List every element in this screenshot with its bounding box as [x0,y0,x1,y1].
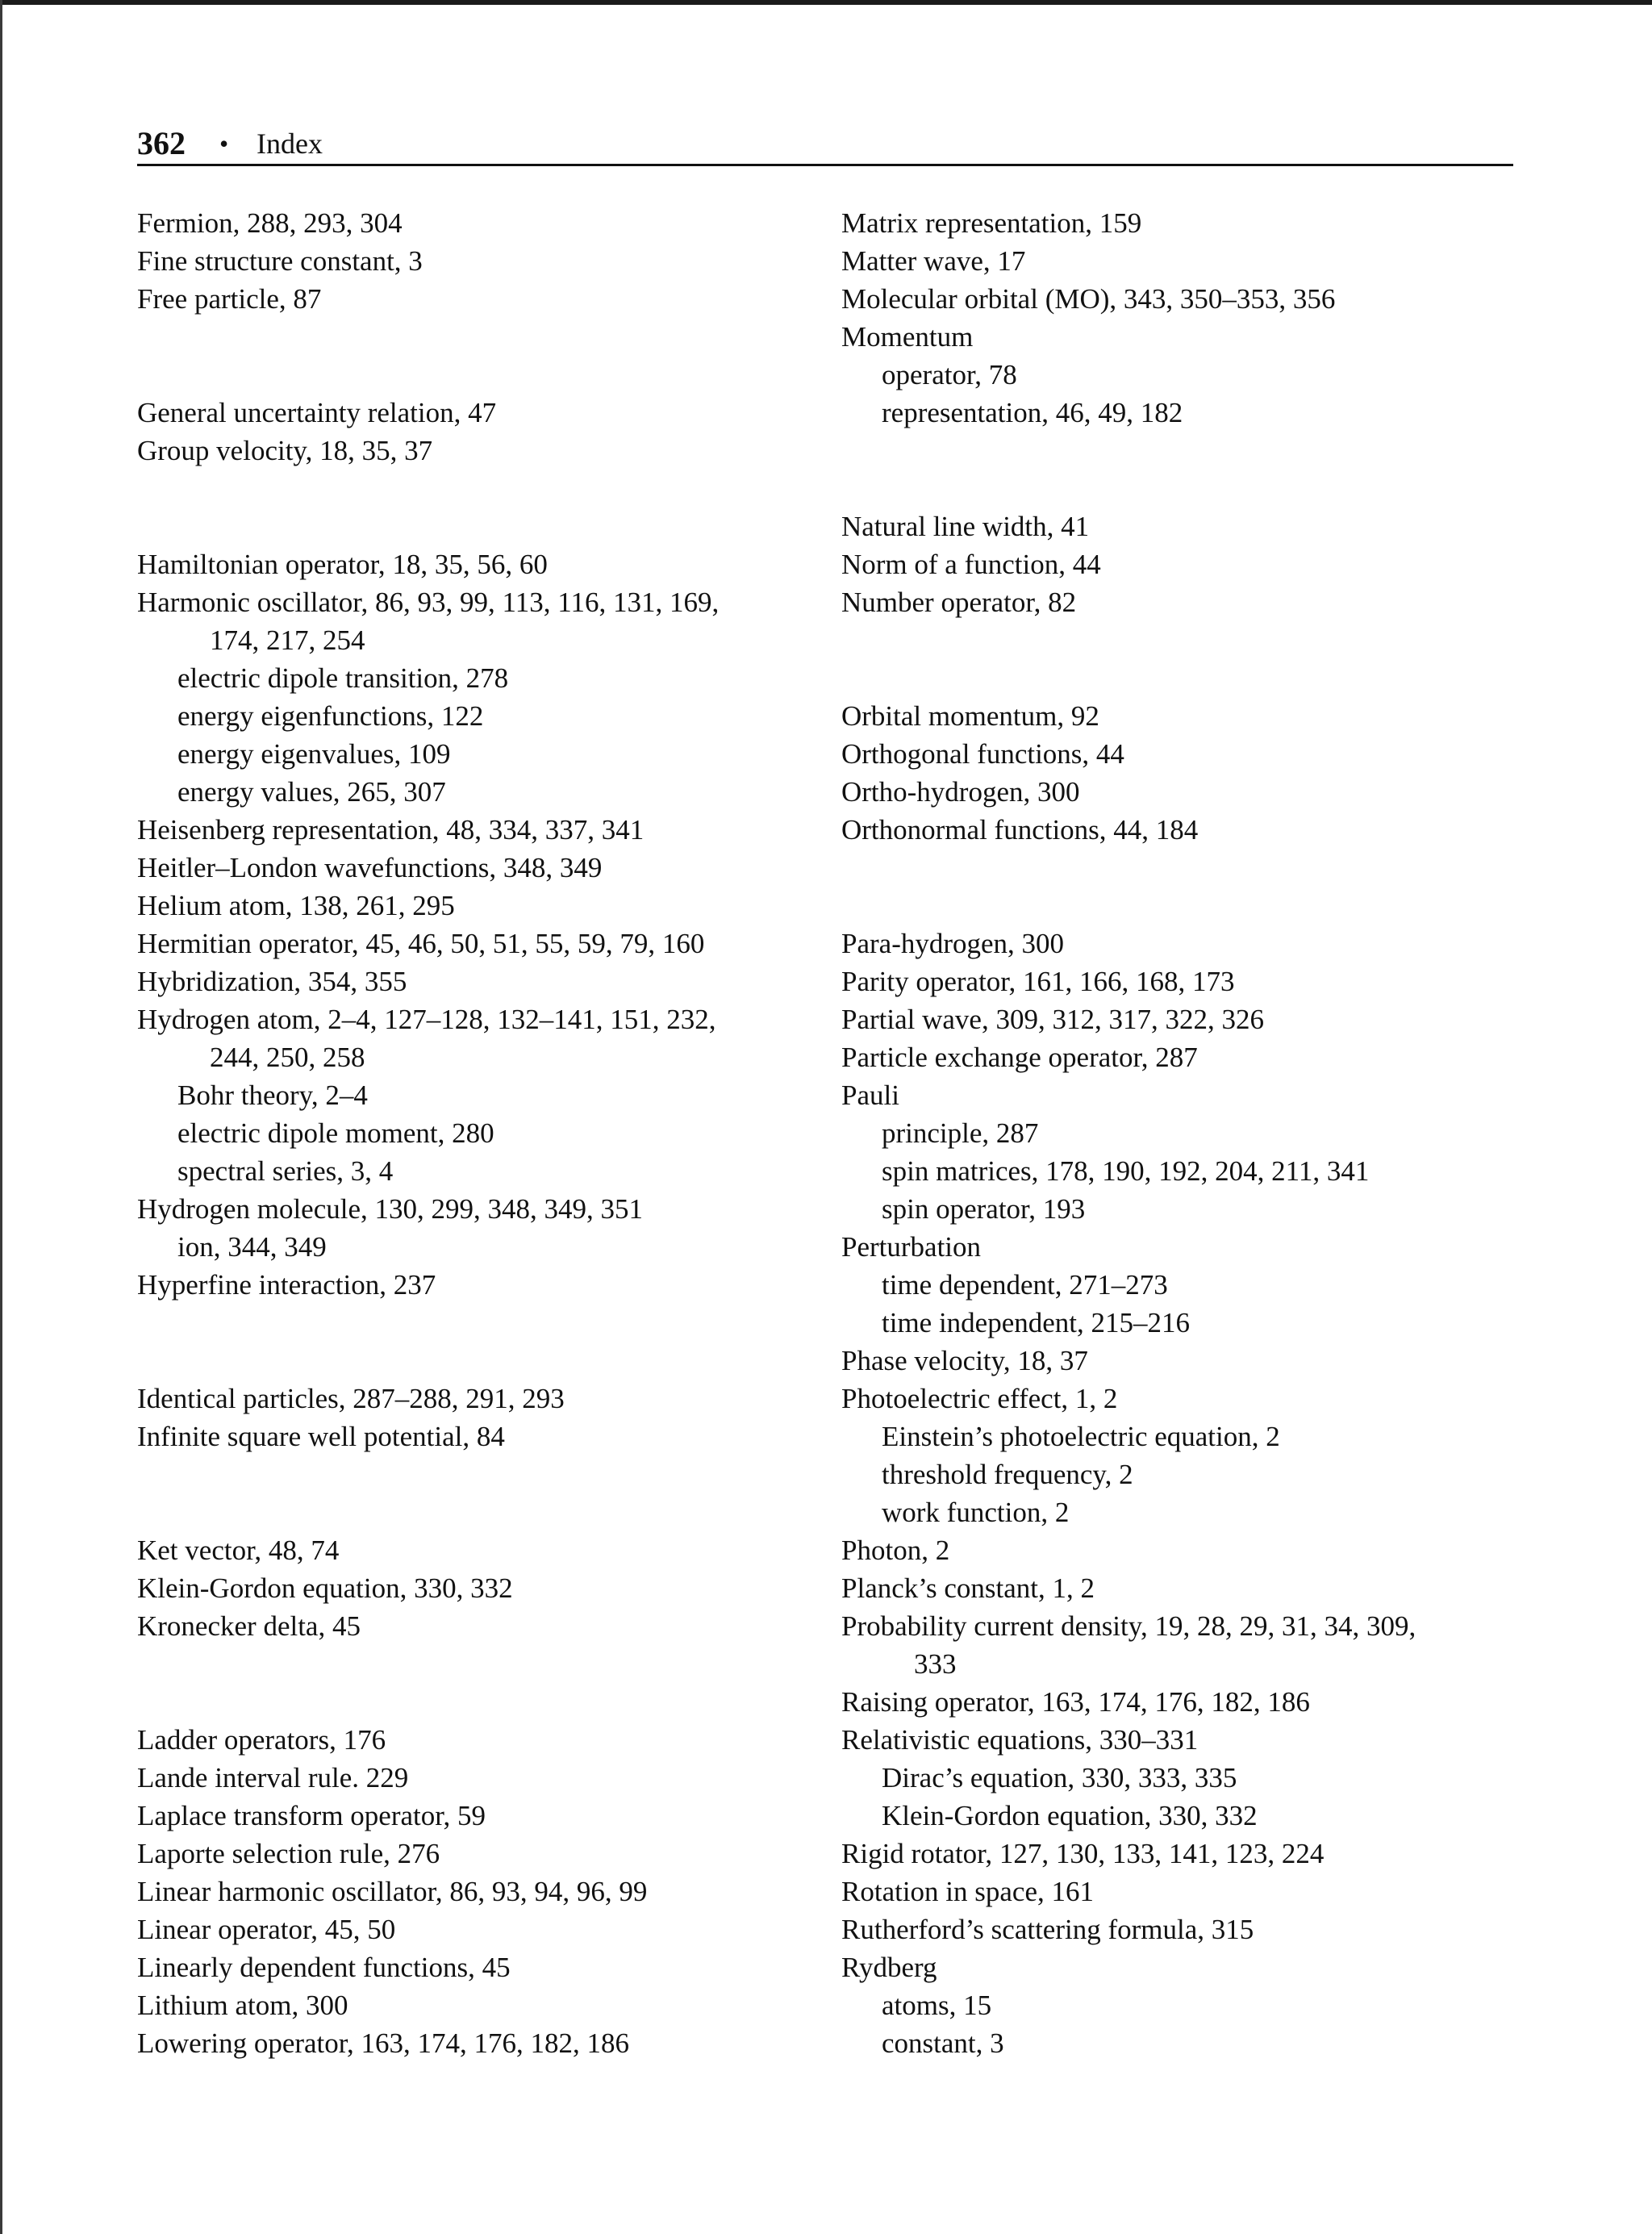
index-entry: Norm of a function, 44 [841,549,1101,580]
index-entry-continuation: 333 [914,1648,957,1680]
index-entry: Rutherford’s scattering formula, 315 [841,1914,1254,1945]
index-entry: Planck’s constant, 1, 2 [841,1572,1095,1604]
index-entry: Partial wave, 309, 312, 317, 322, 326 [841,1004,1264,1035]
index-entry: Molecular orbital (MO), 343, 350–353, 356 [841,283,1336,315]
index-entry: Heitler–London wavefunctions, 348, 349 [137,852,603,883]
index-entry-continuation: 174, 217, 254 [210,624,365,656]
index-entry: Hydrogen molecule, 130, 299, 348, 349, 351 [137,1193,643,1225]
page-number: 362 [137,125,186,161]
index-entry: Ortho-hydrogen, 300 [841,776,1080,808]
index-entry: Group velocity, 18, 35, 37 [137,435,433,466]
index-entry: Momentum [841,321,974,353]
index-entry: Infinite square well potential, 84 [137,1421,505,1452]
index-entry: Parity operator, 161, 166, 168, 173 [841,966,1235,997]
index-entry: Kronecker delta, 45 [137,1610,361,1642]
scan-edge-top [0,0,1652,5]
index-entry: Laplace transform operator, 59 [137,1800,486,1831]
index-entry: Particle exchange operator, 287 [841,1042,1198,1073]
index-entry: Phase velocity, 18, 37 [841,1345,1088,1376]
index-subentry: spin matrices, 178, 190, 192, 204, 211, 341 [882,1155,1370,1187]
index-entry: Helium atom, 138, 261, 295 [137,890,455,921]
index-entry: Linearly dependent functions, 45 [137,1952,511,1983]
index-subentry: time dependent, 271–273 [882,1269,1168,1301]
index-subentry: Dirac’s equation, 330, 333, 335 [882,1762,1237,1793]
index-entry: Raising operator, 163, 174, 176, 182, 186 [841,1686,1310,1718]
index-entry: Number operator, 82 [841,587,1077,618]
index-subentry: atoms, 15 [882,1990,992,2021]
index-entry: Lande interval rule. 229 [137,1762,409,1793]
index-column-right [841,204,1519,2062]
index-entry: Photon, 2 [841,1535,950,1566]
index-entry: Matrix representation, 159 [841,207,1142,239]
index-entry-continuation: 244, 250, 258 [210,1042,365,1073]
index-subentry: Einstein’s photoelectric equation, 2 [882,1421,1280,1452]
index-entry: Fermion, 288, 293, 304 [137,207,403,239]
index-entry: Lowering operator, 163, 174, 176, 182, 186 [137,2027,630,2059]
index-entry: Orthonormal functions, 44, 184 [841,814,1199,846]
index-entry: Free particle, 87 [137,283,322,315]
index-subentry: work function, 2 [882,1497,1070,1528]
index-subentry: spin operator, 193 [882,1193,1086,1225]
page-header [137,121,1513,168]
index-subentry: principle, 287 [882,1117,1039,1149]
index-entry: Pauli [841,1079,899,1111]
index-column-left [137,204,831,2062]
index-entry: Photoelectric effect, 1, 2 [841,1383,1118,1414]
index-entry: Hybridization, 354, 355 [137,966,407,997]
header-rule [137,164,1513,166]
index-entry: Orthogonal functions, 44 [841,738,1124,770]
index-subentry: threshold frequency, 2 [882,1459,1133,1490]
index-subentry: ion, 344, 349 [177,1231,327,1263]
index-entry: Klein-Gordon equation, 330, 332 [137,1572,513,1604]
index-entry: Rydberg [841,1952,937,1983]
index-entry: Hydrogen atom, 2–4, 127–128, 132–141, 151, 232, [137,1004,716,1035]
index-entry: Lithium atom, 300 [137,1990,348,2021]
index-entry: Natural line width, 41 [841,511,1090,542]
index-entry: Fine structure constant, 3 [137,245,423,277]
index-subentry: energy eigenfunctions, 122 [177,700,484,732]
index-subentry: Klein-Gordon equation, 330, 332 [882,1800,1258,1831]
index-subentry: constant, 3 [882,2027,1004,2059]
index-entry: Rigid rotator, 127, 130, 133, 141, 123, 224 [841,1838,1325,1869]
index-entry: Hamiltonian operator, 18, 35, 56, 60 [137,549,548,580]
index-subentry: time independent, 215–216 [882,1307,1191,1338]
index-entry: Laporte selection rule, 276 [137,1838,440,1869]
index-entry: Perturbation [841,1231,982,1263]
index-entry: Hermitian operator, 45, 46, 50, 51, 55, 59, 79, 160 [137,928,705,959]
index-subentry: Bohr theory, 2–4 [177,1079,368,1111]
index-subentry: energy eigenvalues, 109 [177,738,451,770]
index-entry: General uncertainty relation, 47 [137,397,497,428]
index-entry: Linear harmonic oscillator, 86, 93, 94, 96, 99 [137,1876,648,1907]
index-subentry: spectral series, 3, 4 [177,1155,394,1187]
index-entry: Para-hydrogen, 300 [841,928,1065,959]
index-entry: Probability current density, 19, 28, 29, 31, 34, 309, [841,1610,1416,1642]
index-entry: Heisenberg representation, 48, 334, 337, 341 [137,814,645,846]
index-entry: Relativistic equations, 330–331 [841,1724,1199,1756]
section-title: Index [257,127,323,160]
index-entry: Linear operator, 45, 50 [137,1914,396,1945]
index-entry: Identical particles, 287–288, 291, 293 [137,1383,565,1414]
index-entry: Ket vector, 48, 74 [137,1535,340,1566]
index-entry: Rotation in space, 161 [841,1876,1095,1907]
index-subentry: electric dipole moment, 280 [177,1117,494,1149]
index-entry: Orbital momentum, 92 [841,700,1099,732]
index-subentry: electric dipole transition, 278 [177,662,509,694]
scan-edge-left [0,0,2,2234]
index-entry: Hyperfine interaction, 237 [137,1269,436,1301]
index-subentry: energy values, 265, 307 [177,776,446,808]
header-bullet: • [219,129,229,158]
index-entry: Matter wave, 17 [841,245,1026,277]
index-entry: Ladder operators, 176 [137,1724,386,1756]
index-entry: Harmonic oscillator, 86, 93, 99, 113, 116, 131, 169, [137,587,720,618]
index-subentry: representation, 46, 49, 182 [882,397,1183,428]
index-subentry: operator, 78 [882,359,1017,390]
